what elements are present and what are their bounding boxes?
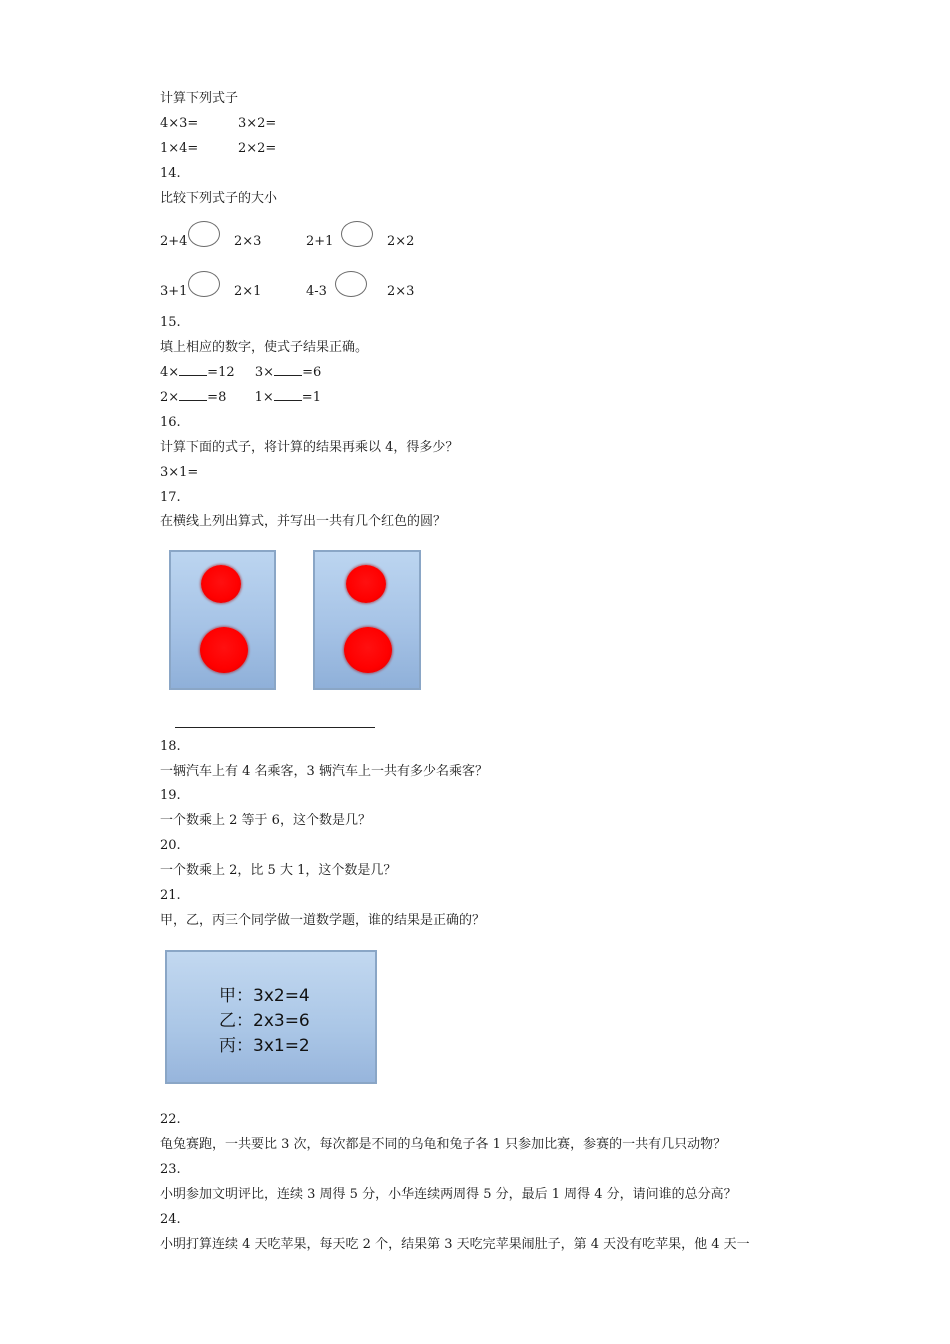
q24-text: 小明打算连续 4 天吃苹果，每天吃 2 个，结果第 3 天吃完苹果闹肚子，第 4 天没有吃苹果，他 4 天一: [160, 1237, 750, 1252]
q15-suffix-4: =1: [301, 390, 321, 405]
q19-number: 19.: [160, 788, 181, 803]
q21-text: 甲，乙，丙三个同学做一道数学题，谁的结果是正确的？: [160, 913, 486, 928]
q13-expr-1: 4×3=: [160, 116, 199, 131]
q18-number: 18.: [160, 739, 181, 754]
q20-text: 一个数乘上 2，比 5 大 1，这个数是几？: [160, 863, 397, 878]
q15-prefix-1: 4×: [160, 365, 180, 380]
q14-left-3: 3+1: [160, 284, 188, 299]
q15-row-1: [160, 364, 321, 382]
q13-expr-3: 1×4=: [160, 141, 199, 156]
q22-text: 龟兔赛跑，一共要比 3 次，每次都是不同的乌龟和兔子各 1 只参加比赛，参赛的一共有几只动物？: [160, 1137, 727, 1152]
q14-left-1: 2+4: [160, 234, 188, 249]
answer-yi: 乙：2x3=6: [219, 1011, 310, 1031]
circle-card-1: [169, 550, 276, 690]
q13-title: 计算下列式子: [160, 91, 239, 106]
q21-number: 21.: [160, 888, 181, 903]
answer-jia: 甲：3x2=4: [219, 986, 310, 1006]
q15-fill-3: [160, 390, 226, 405]
compare-oval-2[interactable]: [341, 221, 373, 247]
circle-card-2: [313, 550, 421, 690]
q14-right-2: 2×2: [387, 234, 415, 249]
compare-oval-3[interactable]: [188, 271, 220, 297]
compare-oval-1[interactable]: [188, 221, 220, 247]
q14-title: 比较下列式子的大小: [160, 191, 278, 206]
answer-line[interactable]: [175, 727, 375, 728]
q16-title: 计算下面的式子，将计算的结果再乘以 4，得多少？: [160, 440, 459, 455]
red-circle: [200, 627, 248, 673]
q15-title: 填上相应的数字，使式子结果正确。: [160, 340, 369, 355]
q17-title: 在横线上列出算式，并写出一共有几个红色的圆？: [160, 514, 447, 529]
q24-number: 24.: [160, 1212, 181, 1227]
q15-suffix-1: =12: [207, 365, 235, 380]
q15-prefix-2: 3×: [254, 365, 275, 380]
q19-text: 一个数乘上 2 等于 6，这个数是几？: [160, 813, 371, 828]
q20-number: 20.: [160, 838, 181, 853]
answer-bing: 丙：3x1=2: [219, 1036, 310, 1056]
q13-expr-4: 2×2=: [238, 141, 277, 156]
q15-suffix-3: =8: [207, 390, 227, 405]
q14-right-4: 2×3: [387, 284, 415, 299]
q22-number: 22.: [160, 1112, 181, 1127]
fill-blank-1[interactable]: [179, 364, 207, 376]
q15-prefix-4: 1×: [254, 390, 274, 405]
q15-fill-1: [160, 365, 235, 380]
q15-fill-4: [255, 390, 321, 405]
q13-expr-2: 3×2=: [238, 116, 277, 131]
red-circle: [346, 565, 386, 603]
q14-right-1: 2×3: [234, 234, 262, 249]
q15-prefix-3: 2×: [160, 390, 180, 405]
q15-fill-2: [255, 365, 321, 380]
red-circle: [344, 627, 392, 673]
q18-text: 一辆汽车上有 4 名乘客，3 辆汽车上一共有多少名乘客？: [160, 764, 488, 779]
q14-number: 14.: [160, 166, 181, 181]
answers-box: [165, 950, 377, 1084]
q14-right-3: 2×1: [234, 284, 262, 299]
q15-number: 15.: [160, 315, 181, 330]
q14-left-2: 2+1: [306, 234, 334, 249]
red-circle: [201, 565, 241, 603]
fill-blank-2[interactable]: [274, 364, 302, 376]
q14-left-4: 4-3: [306, 284, 327, 299]
q16-expr: 3×1=: [160, 465, 199, 480]
fill-blank-3[interactable]: [179, 389, 207, 401]
compare-oval-4[interactable]: [335, 271, 367, 297]
q15-suffix-2: =6: [302, 365, 322, 380]
q23-number: 23.: [160, 1162, 181, 1177]
q16-number: 16.: [160, 415, 181, 430]
q15-row-2: [160, 389, 321, 407]
q17-number: 17.: [160, 490, 181, 505]
fill-blank-4[interactable]: [274, 389, 302, 401]
q23-text: 小明参加文明评比，连续 3 周得 5 分，小华连续两周得 5 分，最后 1 周得 4 分，请问谁的总分高？: [160, 1187, 737, 1202]
